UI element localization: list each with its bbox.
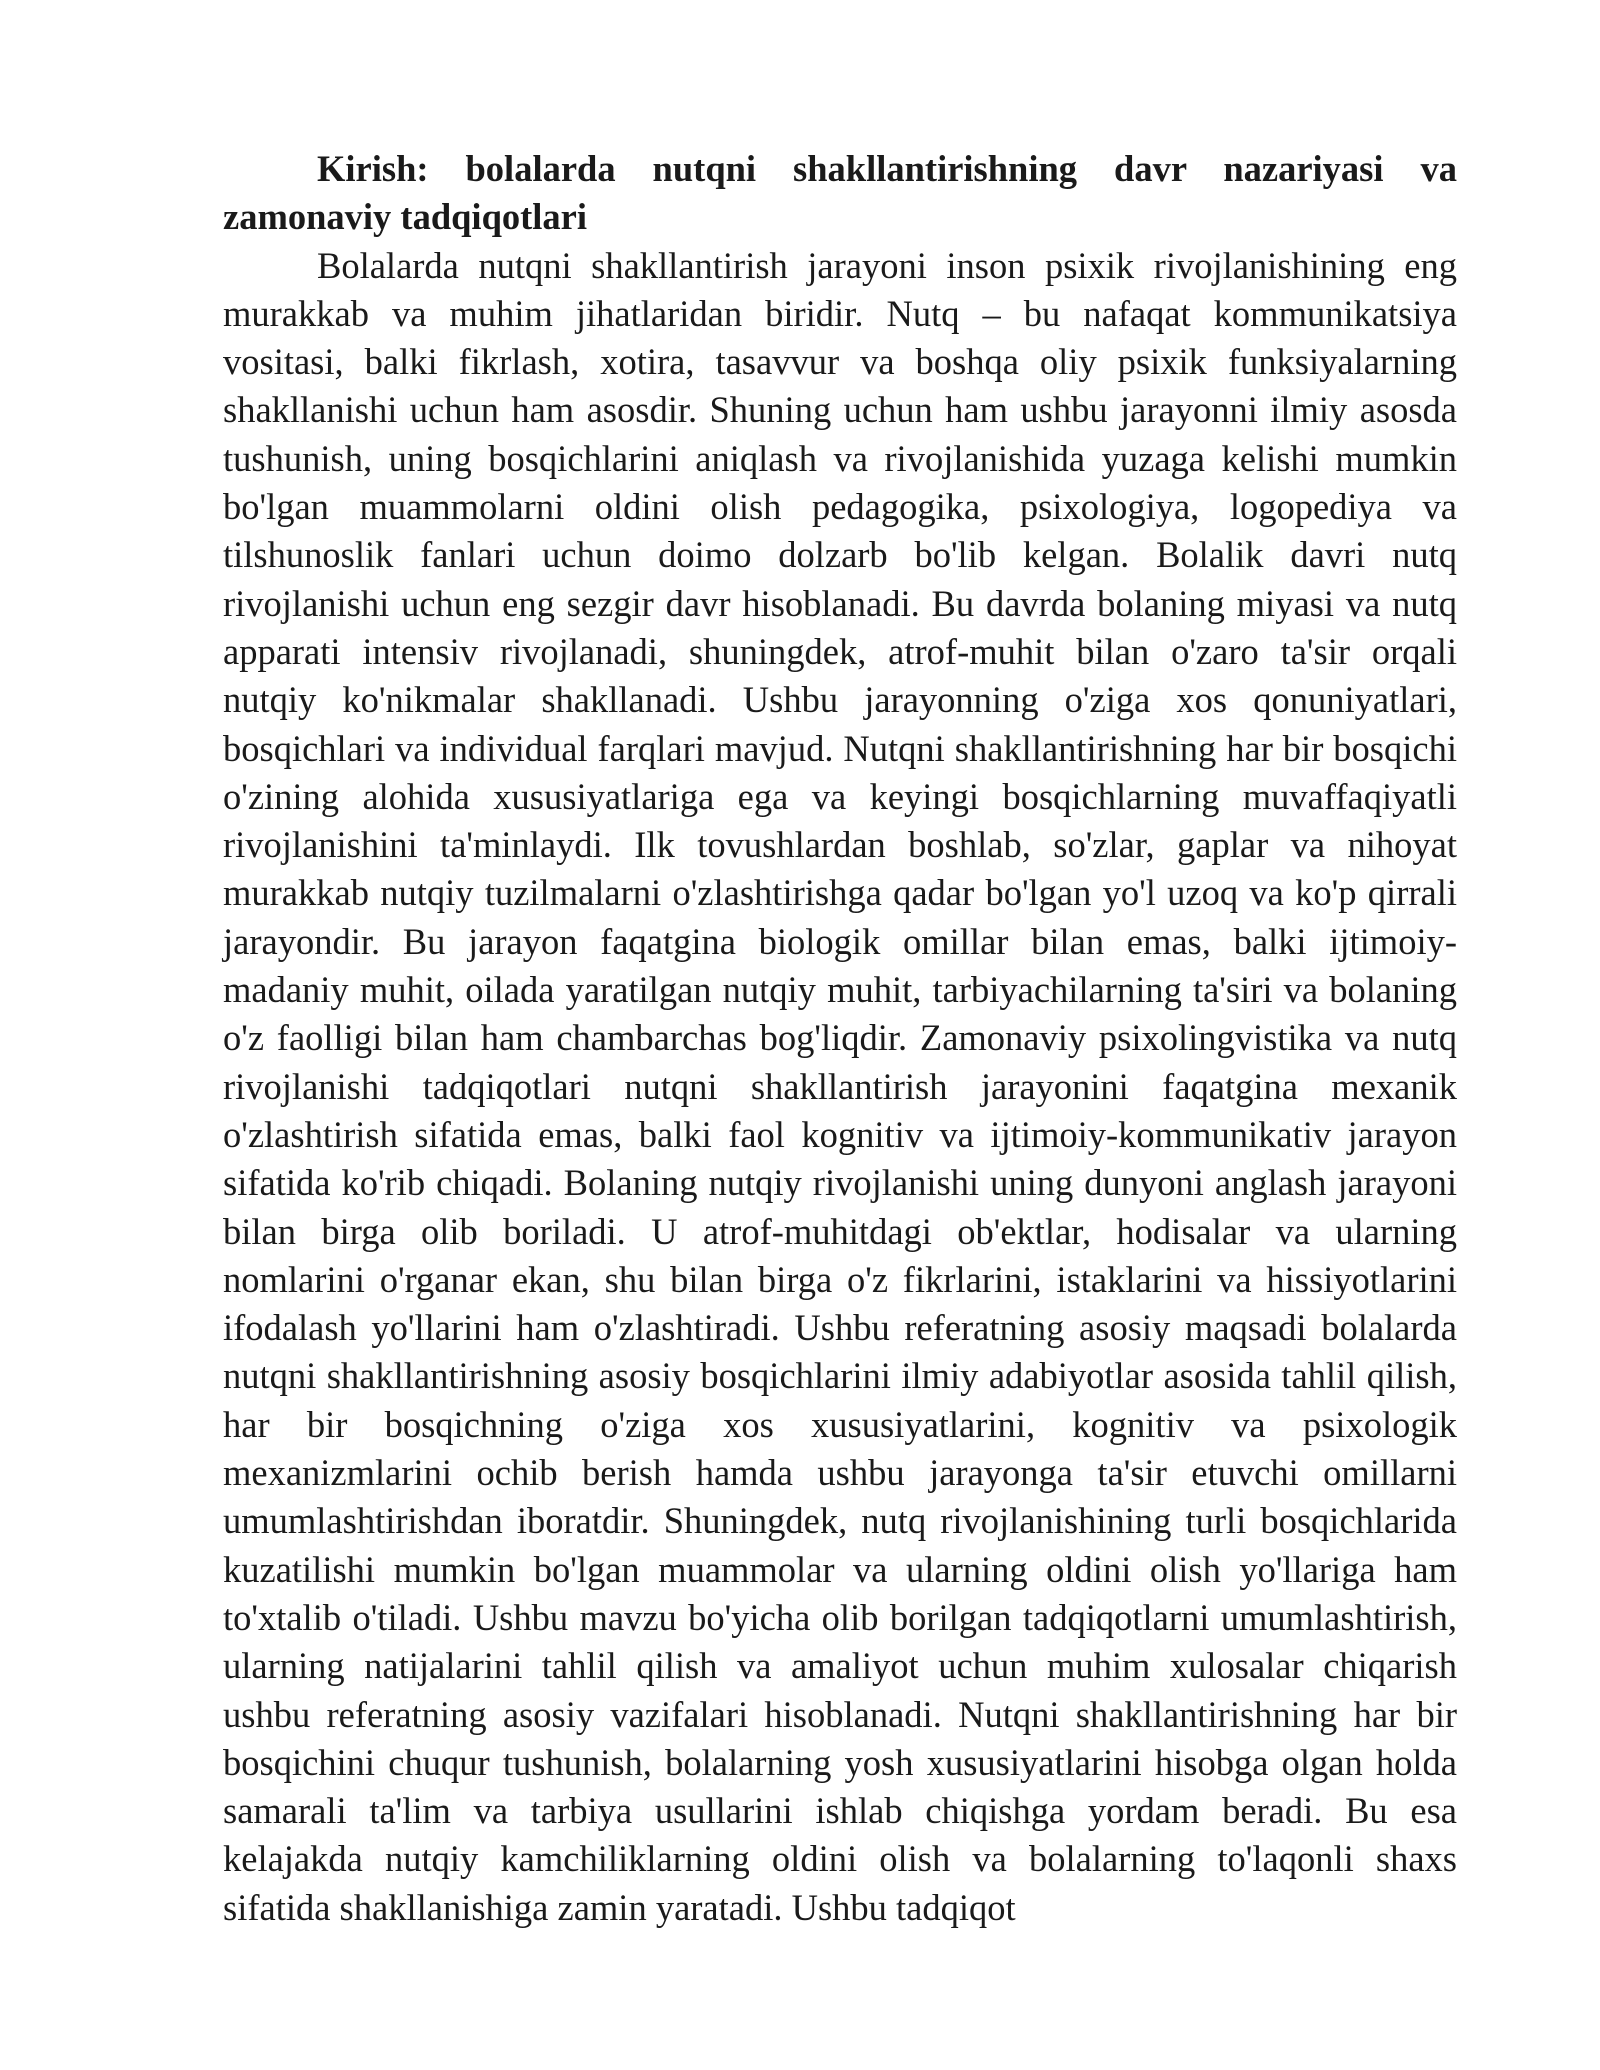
page-content — [223, 145, 1457, 1932]
body-paragraph: Bolalarda nutqni shakllantirish jarayoni inson psixik rivojlanishining eng murakkab va muhim jihatlaridan biridir. Nutq – bu nafaqat kommunikatsiya vositasi, balki fikrlash, xotira, tasavvur va boshqa oliy psixik funksiyalarning shakllanishi uchun ham asosdir. Shuning uchun ham ushbu jarayonni ilmiy asosda tushunish, uning bosqichlarini aniqlash va rivojlanishida yuzaga kelishi mumkin bo'lgan muammolarni oldini olish pedagogika, psixologiya, logopediya va tilshunoslik fanlari uchun doimo dolzarb bo'lib kelgan. Bolalik davri nutq rivojlanishi uchun eng sezgir davr hisoblanadi. Bu davrda bolaning miyasi va nutq apparati intensiv rivojlanadi, shuningdek, atrof-muhit bilan o'zaro ta'sir orqali nutqiy ko'nikmalar shakllanadi. Ushbu jarayonning o'ziga xos qonuniyatlari, bosqichlari va individual farqlari mavjud. Nutqni shakllantirishning har bir bosqichi o'zining alohida xususiyatlariga ega va keyingi bosqichlarning muvaffaqiyatli rivojlanishini ta'minlaydi. Ilk tovushlardan boshlab, so'zlar, gaplar va nihoyat murakkab nutqiy tuzilmalarni o'zlashtirishga qadar bo'lgan yo'l uzoq va ko'p qirrali jarayondir. Bu jarayon faqatgina biologik omillar bilan emas, balki ijtimoiy-madaniy muhit, oilada yaratilgan nutqiy muhit, tarbiyachilarning ta'siri va bolaning o'z faolligi bilan ham chambarchas bog'liqdir. Zamonaviy psixolingvistika va nutq rivojlanishi tadqiqotlari nutqni shakllantirish jarayonini faqatgina mexanik o'zlashtirish sifatida emas, balki faol kognitiv va ijtimoiy-kommunikativ jarayon sifatida ko'rib chiqadi. Bolaning nutqiy rivojlanishi uning dunyoni anglash jarayoni bilan birga olib boriladi. U atrof-muhitdagi ob'ektlar, hodisalar va ularning nomlarini o'rganar ekan, shu bilan birga o'z fikrlarini, istaklarini va hissiyotlarini ifodalash yo'llarini ham o'zlashtiradi. Ushbu referatning asosiy maqsadi bolalarda nutqni shakllantirishning asosiy bosqichlarini ilmiy adabiyotlar asosida tahlil qilish, har bir bosqichning o'ziga xos xususiyatlarini, kognitiv va psixologik mexanizmlarini ochib berish hamda ushbu jarayonga ta'sir etuvchi omillarni umumlashtirishdan iboratdir. Shuningdek, nutq rivojlanishining turli bosqichlarida kuzatilishi mumkin bo'lgan muammolar va ularning oldini olish yo'llariga ham to'xtalib o'tiladi. Ushbu mavzu bo'yicha olib borilgan tadqiqotlarni umumlashtirish, ularning natijalarini tahlil qilish va amaliyot uchun muhim xulosalar chiqarish ushbu referatning asosiy vazifalari hisoblanadi. Nutqni shakllantirishning har bir bosqichini chuqur tushunish, bolalarning yosh xususiyatlarini hisobga olgan holda samarali ta'lim va tarbiya usullarini ishlab chiqishga yordam beradi. Bu esa kelajakda nutqiy kamchiliklarning oldini olish va bolalarning to'laqonli shaxs sifatida shakllanishiga zamin yaratadi. Ushbu tadqiqot — [223, 244, 1457, 1928]
section-heading: Kirish: bolalarda nutqni shakllantirishning davr nazariyasi va zamonaviy tadqiqotlari — [223, 148, 1457, 238]
